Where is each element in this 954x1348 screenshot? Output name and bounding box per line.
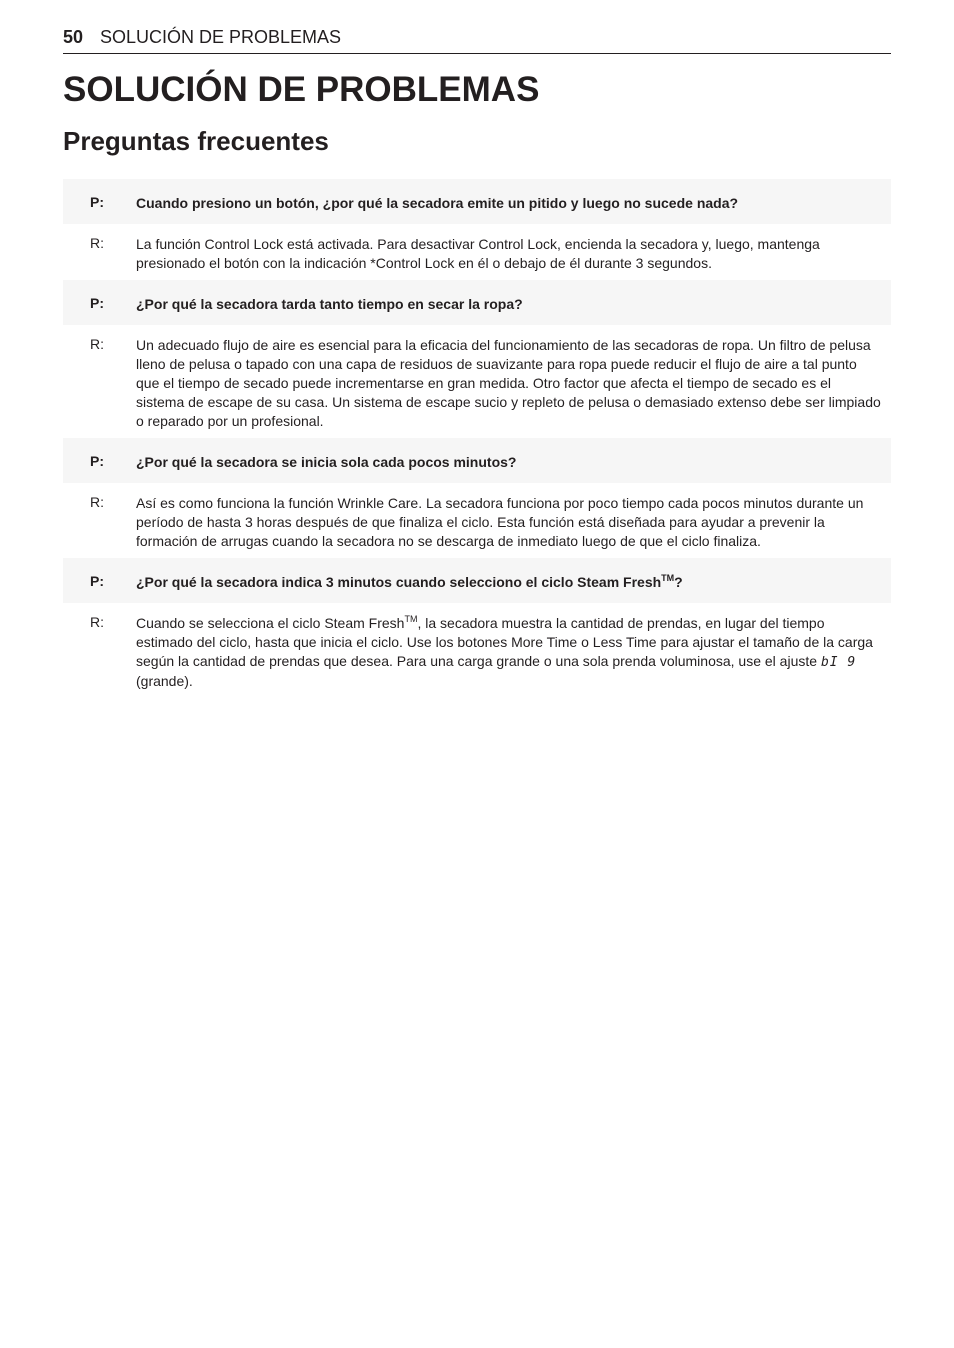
question-label: P:: [90, 194, 104, 210]
faq-question: [63, 280, 891, 325]
question-label: P:: [90, 573, 104, 589]
segment-display-text: bI 9: [820, 655, 857, 670]
page-header: [63, 26, 891, 54]
page-title: SOLUCIÓN DE PROBLEMAS: [63, 70, 540, 109]
trademark-sup: TM: [404, 614, 418, 624]
faq-answer: [63, 603, 891, 701]
question-text-part: ¿Por qué la secadora indica 3 minutos cuando selecciono el ciclo Steam Fresh: [136, 574, 662, 590]
trademark-sup: TM: [661, 573, 675, 583]
answer-text: La función Control Lock está activada. Para desactivar Control Lock, encienda la secadora y, luego, mantenga presionado el botón con la indicación *Control Lock en él o debajo de él durante 3 segundos.: [136, 236, 820, 271]
answer-label: R:: [90, 235, 104, 251]
answer-text: Así es como funciona la función Wrinkle Care. La secadora funciona por poco tiempo cada pocos minutos durante un período de hasta 3 horas después de que finaliza el ciclo. Esta función está diseñada para ayudar a prevenir la formación de arrugas cuando la secadora no se descarga de inmediato luego de que el ciclo finaliza.: [136, 495, 864, 549]
running-title: SOLUCIÓN DE PROBLEMAS: [100, 27, 342, 47]
faq-question: [63, 558, 891, 603]
answer-label: R:: [90, 336, 104, 352]
question-text-end: ?: [674, 574, 683, 590]
page-number: 50: [63, 27, 84, 47]
answer-text-part: , la secadora muestra la cantidad de prendas, en lugar del tiempo estimado del ciclo, hasta que inicia el ciclo. Use los botones More Time o Less Time para ajustar el tamaño de la carga según la cantidad de prendas que desea. Para una carga grande o una sola prenda voluminosa, use el ajuste: [136, 615, 873, 669]
answer-label: R:: [90, 614, 104, 630]
faq-list: [63, 179, 891, 701]
question-label: P:: [90, 453, 104, 469]
answer-text-part: Cuando se selecciona el ciclo Steam Fresh: [136, 615, 405, 631]
faq-question: [63, 438, 891, 483]
question-label: P:: [90, 295, 104, 311]
answer-text-end: (grande).: [136, 673, 193, 689]
faq-answer: [63, 224, 891, 280]
faq-answer: [63, 325, 891, 438]
question-text: Cuando presiono un botón, ¿por qué la secadora emite un pitido y luego no sucede nada?: [136, 195, 739, 211]
answer-text: Un adecuado flujo de aire es esencial para la eficacia del funcionamiento de las secadoras de ropa. Un filtro de pelusa lleno de pelusa o tapado con una capa de residuos de suavizante para ropa puede reducir el flujo de aire a tal punto que el tiempo de secado puede incrementarse en gran medida. Otro factor que afecta el tiempo de secado es el sistema de escape de su casa. Un sistema de escape sucio y repleto de pelusa o demasiado extenso debe ser limpiado o reparado por un profesional.: [136, 337, 881, 429]
answer-label: R:: [90, 494, 104, 510]
faq-answer: [63, 483, 891, 558]
faq-question: [63, 179, 891, 224]
question-text: ¿Por qué la secadora se inicia sola cada pocos minutos?: [136, 454, 517, 470]
question-text: [136, 558, 881, 592]
question-text: ¿Por qué la secadora tarda tanto tiempo en secar la ropa?: [136, 296, 523, 312]
answer-text: [136, 603, 881, 701]
section-title: Preguntas frecuentes: [63, 126, 329, 156]
